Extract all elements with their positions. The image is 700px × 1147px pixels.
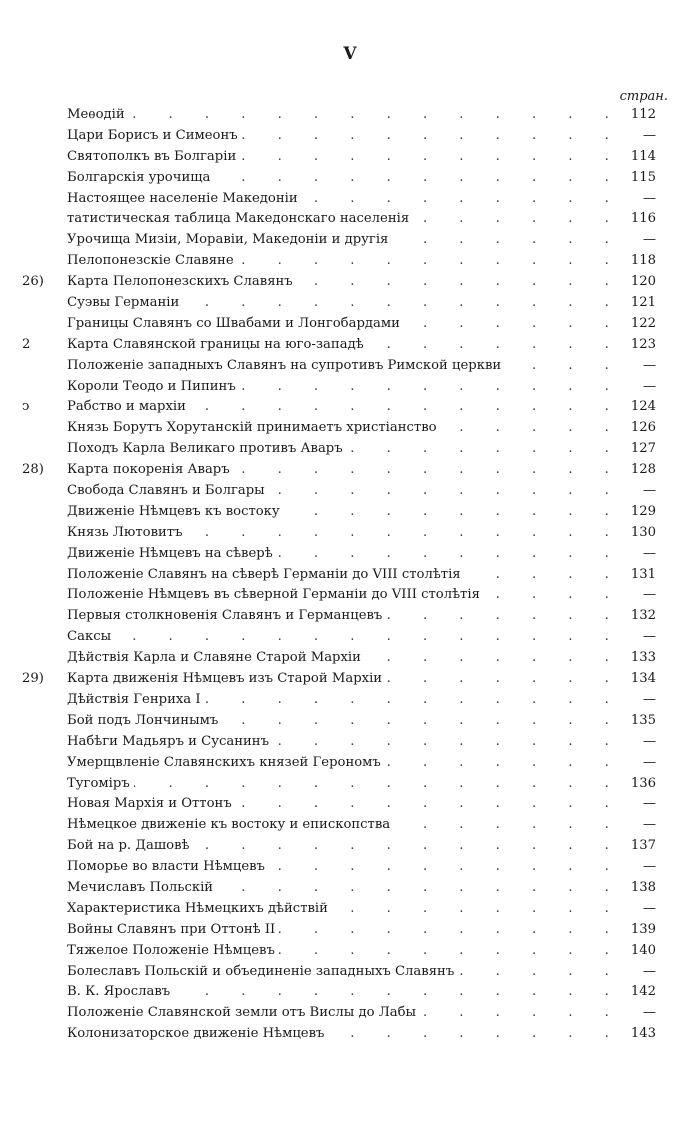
page-column-label: стран. bbox=[619, 89, 668, 104]
toc-entry bbox=[0, 1003, 700, 1024]
toc-entry-title-wrap bbox=[67, 690, 610, 711]
toc-entry-page: 143 bbox=[610, 1024, 656, 1045]
toc-entry-title: Карта Пелопонезскихъ Славянъ bbox=[67, 274, 297, 289]
toc-entry-title-wrap bbox=[67, 251, 610, 272]
toc-entry-title: Цари Борисъ и Симеонъ bbox=[67, 128, 242, 143]
toc-entry bbox=[0, 878, 700, 899]
toc-entry-page: — bbox=[610, 356, 656, 377]
toc-entry-title: Меѳодій bbox=[67, 107, 129, 122]
toc-entry-title-wrap bbox=[67, 460, 610, 481]
toc-entry bbox=[0, 126, 700, 147]
toc-entry-title-wrap bbox=[67, 962, 610, 983]
toc-entry bbox=[0, 272, 700, 293]
toc-entry-title: Короли Теодо и Пипинъ bbox=[67, 379, 240, 394]
toc-entry-title-wrap bbox=[67, 585, 610, 606]
toc-entry-page: 124 bbox=[610, 397, 656, 418]
toc-entry-title: Границы Славянъ со Швабами и Лонгобардами bbox=[67, 316, 404, 331]
toc-entry-title: Свобода Славянъ и Болгары bbox=[67, 483, 269, 498]
toc-entry-page: 112 bbox=[610, 105, 656, 126]
toc-entry-title-wrap bbox=[67, 335, 610, 356]
toc-entry-title: Характеристика Нѣмецкихъ дѣйствій bbox=[67, 901, 332, 916]
toc-entry-page: 130 bbox=[610, 523, 656, 544]
toc-entry-title-wrap bbox=[67, 565, 610, 586]
toc-entry-title: Тяжелое Положеніе Нѣмцевъ bbox=[67, 943, 279, 958]
toc-entry bbox=[0, 105, 700, 126]
toc-entry-page: — bbox=[610, 377, 656, 398]
toc-entry bbox=[0, 565, 700, 586]
toc-entry-title-wrap bbox=[67, 105, 610, 126]
toc-entry-page: 116 bbox=[610, 209, 656, 230]
toc-entry-title-wrap bbox=[67, 502, 610, 523]
toc-entry-title-wrap bbox=[67, 439, 610, 460]
toc-entry-title: Движеніе Нѣмцевъ на сѣверѣ bbox=[67, 546, 277, 561]
toc-entry-title-wrap bbox=[67, 189, 610, 210]
toc-entry bbox=[0, 669, 700, 690]
toc-entry-title-wrap bbox=[67, 481, 610, 502]
toc-entry bbox=[0, 418, 700, 439]
toc-entry-title: Дѣйствія Генриха I bbox=[67, 692, 205, 707]
toc-entry-title: Тугоміръ bbox=[67, 776, 134, 791]
toc-entry bbox=[0, 962, 700, 983]
toc-entry-title-wrap bbox=[67, 669, 610, 690]
toc-entry-page: 142 bbox=[610, 982, 656, 1003]
toc-entry-number: ↄ bbox=[22, 399, 30, 415]
toc-entry bbox=[0, 711, 700, 732]
toc-entry-page: — bbox=[610, 585, 656, 606]
toc-entry-title-wrap bbox=[67, 147, 610, 168]
toc-entry bbox=[0, 293, 700, 314]
toc-entry-title: Положеніе Нѣмцевъ въ сѣверной Германіи до VIII столѣтія bbox=[67, 587, 484, 602]
toc-entry bbox=[0, 648, 700, 669]
toc-entry-page: 138 bbox=[610, 878, 656, 899]
toc-entry-title: Новая Мархія и Оттонъ bbox=[67, 796, 236, 811]
toc-entry-title-wrap bbox=[67, 209, 610, 230]
toc-entry bbox=[0, 857, 700, 878]
toc-entry-page: 140 bbox=[610, 941, 656, 962]
toc-entry-title-wrap bbox=[67, 753, 610, 774]
toc-entry-page: 135 bbox=[610, 711, 656, 732]
toc-entry-page: 128 bbox=[610, 460, 656, 481]
toc-entry-page: — bbox=[610, 1003, 656, 1024]
toc-entry-page: — bbox=[610, 690, 656, 711]
toc-entry-title: Колонизаторское движеніе Нѣмцевъ bbox=[67, 1026, 328, 1041]
toc-entry-number: 26) bbox=[22, 274, 44, 290]
toc-entry-page: 115 bbox=[610, 168, 656, 189]
toc-entry-page: — bbox=[610, 732, 656, 753]
toc-entry bbox=[0, 335, 700, 356]
toc-entry-title: Рабство и мархіи bbox=[67, 399, 190, 414]
toc-entry bbox=[0, 627, 700, 648]
toc-entry-title: Поморье во власти Нѣмцевъ bbox=[67, 859, 269, 874]
toc-entry-title-wrap bbox=[67, 836, 610, 857]
toc-entry-page: 114 bbox=[610, 147, 656, 168]
toc-entry-title-wrap bbox=[67, 377, 610, 398]
toc-entry-title-wrap bbox=[67, 711, 610, 732]
toc-entry-page: — bbox=[610, 230, 656, 251]
toc-entry bbox=[0, 836, 700, 857]
toc-entry-page: — bbox=[610, 962, 656, 983]
toc-entry-page: 131 bbox=[610, 565, 656, 586]
toc-entry-title: Нѣмецкое движеніе къ востоку и епископства bbox=[67, 817, 394, 832]
toc-entry bbox=[0, 209, 700, 230]
toc-entry-title: Движеніе Нѣмцевъ къ востоку bbox=[67, 504, 284, 519]
toc-entry-page: — bbox=[610, 857, 656, 878]
toc-entry-title: Умерщвленіе Славянскихъ князей Герономъ bbox=[67, 755, 385, 770]
page-folio: V bbox=[343, 44, 357, 64]
toc-entry-page: — bbox=[610, 815, 656, 836]
toc-entry bbox=[0, 941, 700, 962]
toc-entry-title-wrap bbox=[67, 168, 610, 189]
toc-entry bbox=[0, 1024, 700, 1045]
toc-entry-page: 136 bbox=[610, 774, 656, 795]
toc-entry-title-wrap bbox=[67, 272, 610, 293]
toc-entry-number: 29) bbox=[22, 671, 44, 687]
toc-entry-title: Положеніе западныхъ Славянъ на супротивъ Римской церкви bbox=[67, 358, 505, 373]
toc-entry bbox=[0, 982, 700, 1003]
toc-entry-title-wrap bbox=[67, 356, 610, 377]
toc-entry-title-wrap bbox=[67, 126, 610, 147]
toc-entry-title: Святополкъ въ Болгаріи bbox=[67, 149, 240, 164]
toc-entry-title-wrap bbox=[67, 941, 610, 962]
toc-entry-page: 121 bbox=[610, 293, 656, 314]
toc-entry-title: Саксы bbox=[67, 629, 115, 644]
toc-entry-title: Пелопонезскіе Славяне bbox=[67, 253, 238, 268]
toc-entry-title: В. К. Ярославъ bbox=[67, 984, 174, 999]
toc-entry-title-wrap bbox=[67, 857, 610, 878]
toc-entry-title: Бой на р. Дашовѣ bbox=[67, 838, 193, 853]
toc-entry-number: 28) bbox=[22, 462, 44, 478]
toc-entry-title: Войны Славянъ при Оттонѣ II bbox=[67, 922, 279, 937]
toc-entry bbox=[0, 460, 700, 481]
toc-entry bbox=[0, 168, 700, 189]
toc-entry-page: 134 bbox=[610, 669, 656, 690]
toc-entry-title: Болгарскія урочища bbox=[67, 170, 214, 185]
toc-entry-title-wrap bbox=[67, 544, 610, 565]
toc-entry bbox=[0, 439, 700, 460]
toc-entry bbox=[0, 920, 700, 941]
toc-entry-title-wrap bbox=[67, 1024, 610, 1045]
toc-entry-page: — bbox=[610, 794, 656, 815]
toc-entry bbox=[0, 774, 700, 795]
toc-entry-title: Положеніе Славянъ на сѣверѣ Германіи до VIII столѣтія bbox=[67, 567, 465, 582]
toc-entry-title-wrap bbox=[67, 230, 610, 251]
toc-entry-title: Походъ Карла Великаго противъ Аваръ bbox=[67, 441, 347, 456]
toc-entry bbox=[0, 899, 700, 920]
toc-entry-page: 129 bbox=[610, 502, 656, 523]
toc-entry bbox=[0, 815, 700, 836]
toc-entry-page: 127 bbox=[610, 439, 656, 460]
toc-entry-title: Карта движенія Нѣмцевъ изъ Старой Мархіи bbox=[67, 671, 386, 686]
toc-entry bbox=[0, 585, 700, 606]
toc-entry bbox=[0, 794, 700, 815]
toc-entry bbox=[0, 523, 700, 544]
toc-entry bbox=[0, 397, 700, 418]
toc-entry bbox=[0, 606, 700, 627]
toc-entry-title-wrap bbox=[67, 627, 610, 648]
toc-entry-title-wrap bbox=[67, 523, 610, 544]
toc-entry-title: Бой подъ Лончинымъ bbox=[67, 713, 222, 728]
toc-entry-title: Урочища Мизіи, Моравіи, Македоніи и другія bbox=[67, 232, 392, 247]
toc-entry bbox=[0, 690, 700, 711]
toc-entry bbox=[0, 230, 700, 251]
toc-entry-page: — bbox=[610, 544, 656, 565]
toc-entry-title-wrap bbox=[67, 982, 610, 1003]
toc-entry-number: 2 bbox=[22, 336, 31, 352]
toc-entry-title: Князь Лютовитъ bbox=[67, 525, 187, 540]
toc-entry-page: 139 bbox=[610, 920, 656, 941]
toc-entry-title-wrap bbox=[67, 606, 610, 627]
toc-entry-title-wrap bbox=[67, 815, 610, 836]
toc-entry bbox=[0, 753, 700, 774]
toc-entry bbox=[0, 481, 700, 502]
toc-entry-page: — bbox=[610, 481, 656, 502]
toc-entry-page: 122 bbox=[610, 314, 656, 335]
toc-entry-title: Суэвы Германіи bbox=[67, 295, 183, 310]
toc-entry-title: Карта Славянской границы на юго-западѣ bbox=[67, 337, 368, 352]
toc-entry-title-wrap bbox=[67, 418, 610, 439]
toc-entry bbox=[0, 356, 700, 377]
toc-entry-page: — bbox=[610, 753, 656, 774]
toc-entry bbox=[0, 189, 700, 210]
toc-entry-page: — bbox=[610, 899, 656, 920]
toc-entry bbox=[0, 314, 700, 335]
toc-entry-title: татистическая таблица Македонскаго населенія bbox=[67, 211, 413, 226]
toc-entry-title: Карта покоренія Аваръ bbox=[67, 462, 234, 477]
toc-entry-title-wrap bbox=[67, 794, 610, 815]
toc-entry-page: 133 bbox=[610, 648, 656, 669]
toc-entry-title-wrap bbox=[67, 314, 610, 335]
toc-entry-page: 132 bbox=[610, 606, 656, 627]
toc-entry-page: 118 bbox=[610, 251, 656, 272]
toc-entry-title: Первыя столкновенія Славянъ и Германцевъ bbox=[67, 608, 386, 623]
toc-entry-title-wrap bbox=[67, 899, 610, 920]
toc-entry-title-wrap bbox=[67, 732, 610, 753]
toc-entry-title-wrap bbox=[67, 774, 610, 795]
toc-entry-title-wrap bbox=[67, 920, 610, 941]
toc-entry-title-wrap bbox=[67, 397, 610, 418]
toc-entry-page: 126 bbox=[610, 418, 656, 439]
toc-entry bbox=[0, 147, 700, 168]
toc-entry bbox=[0, 377, 700, 398]
toc-entry-page: — bbox=[610, 126, 656, 147]
toc-entry-title-wrap bbox=[67, 878, 610, 899]
toc-entry-page: 120 bbox=[610, 272, 656, 293]
toc-entry-title: Положеніе Славянской земли отъ Вислы до Лабы bbox=[67, 1005, 420, 1020]
toc-entry-title: Набѣги Мадьяръ и Сусанинъ bbox=[67, 734, 273, 749]
toc-entry-title: Дѣйствія Карла и Славяне Старой Мархіи bbox=[67, 650, 365, 665]
toc-entry-page: 123 bbox=[610, 335, 656, 356]
toc-entry-page: — bbox=[610, 189, 656, 210]
toc-entry-title-wrap bbox=[67, 648, 610, 669]
toc-entry-title: Мечиславъ Польскій bbox=[67, 880, 217, 895]
toc-entry-title: Князь Борутъ Хорутанскій принимаетъ христіанство bbox=[67, 420, 441, 435]
toc-entry-page: — bbox=[610, 627, 656, 648]
toc-entry bbox=[0, 502, 700, 523]
toc-entry bbox=[0, 544, 700, 565]
toc-entry bbox=[0, 732, 700, 753]
toc-entry-title-wrap bbox=[67, 293, 610, 314]
toc-entry bbox=[0, 251, 700, 272]
toc-entry-title: Настоящее населеніе Македоніи bbox=[67, 191, 302, 206]
table-of-contents bbox=[0, 105, 700, 1045]
toc-entry-page: 137 bbox=[610, 836, 656, 857]
toc-entry-title-wrap bbox=[67, 1003, 610, 1024]
toc-entry-title: Болеславъ Польскій и объединеніе западныхъ Славянъ bbox=[67, 964, 458, 979]
